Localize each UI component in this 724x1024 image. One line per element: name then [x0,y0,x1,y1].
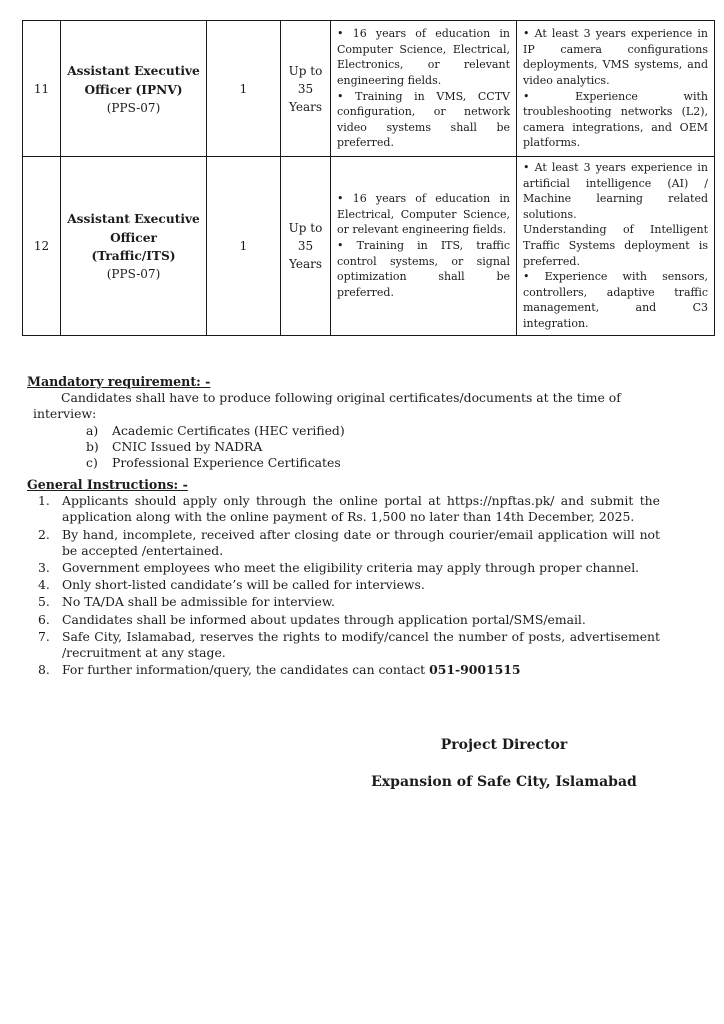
instruction-number: 4. [38,577,50,593]
instruction-text [62,662,660,678]
list-item [86,423,660,439]
instruction-number: 2. [38,526,50,542]
age-cell: Up to 35 Years [281,21,331,157]
instruction-number: 6. [38,611,50,627]
table-row [23,157,715,336]
experience-bullet: • Experience with troubleshooting networks (L2), camera integrations, and OEM platforms. [523,89,708,150]
experience-bullet: • At least 3 years experience in IP camera configurations deployments, VMS systems, and video analytics. [523,27,708,87]
list-marker: a) [86,422,99,438]
instruction-item [27,527,660,559]
education-bullet: • 16 years of education in Computer Science, Electrical, Electronics, or relevant engineering fields. [337,27,510,87]
list-marker: b) [86,438,99,454]
instruction-text: By hand, incomplete, received after closing date or through courier/email application will not be accepted /entertained. [62,526,660,558]
general-instructions-section [27,477,660,679]
instruction-text: No TA/DA shall be admissible for interview. [62,594,335,610]
signatory-organization: Expansion of Safe City, Islamabad [371,774,637,790]
instruction-item [27,493,660,525]
position-cell [61,21,207,157]
education-bullet: • Training in ITS, traffic control systems, or signal optimization shall be preferred. [337,239,510,299]
age-cell: Up to 35 Years [281,157,331,336]
experience-bullet: • At least 3 years experience in artificial intelligence (AI) / Machine learning related solutions. [523,161,708,221]
position-cell [61,157,207,336]
positions-table [22,20,715,336]
mandatory-heading [27,374,660,390]
posts-cell: 1 [207,157,281,336]
mandatory-intro: Candidates shall have to produce following original certificates/documents at the time of interview: [33,390,621,422]
position-title: Assistant Executive Officer (Traffic/ITS) [67,212,200,263]
instruction-text: Only short-listed candidate’s will be called for interviews. [62,577,425,593]
instruction-text: Government employees who meet the eligibility criteria may apply through proper channel. [62,560,640,576]
instruction-text: Applicants should apply only through the online portal at https://npftas.pk/ and submit the application along with the online payment of Rs. 1,500 no later than 14th December, 2025. [62,493,660,525]
instruction-item [27,594,660,610]
experience-bullet: Understanding of Intelligent Traffic Systems deployment is preferred. [523,223,708,268]
general-heading [27,477,660,493]
position-title: Assistant Executive Officer (IPNV) [67,64,200,97]
instruction-number: 1. [38,493,50,509]
instruction-item [27,560,660,576]
list-item [86,439,660,455]
contact-phone-number: 051-9001515 [429,662,521,678]
instruction-item [27,629,660,661]
list-marker: c) [86,455,98,471]
education-cell [331,157,517,336]
instruction-text-prefix: For further information/query, the candidates can contact [62,662,430,678]
education-bullet: • Training in VMS, CCTV configuration, or network video systems shall be preferred. [337,89,510,150]
instruction-text: Candidates shall be informed about updates through application portal/SMS/email. [62,611,586,627]
list-text: Professional Experience Certificates [112,455,341,471]
list-text: CNIC Issued by NADRA [112,438,263,454]
instruction-number: 7. [38,628,50,644]
experience-bullet: • Experience with sensors, controllers, adaptive traffic management, and C3 integration. [523,270,708,331]
list-text: Academic Certificates (HEC verified) [112,422,345,438]
instruction-item [27,577,660,593]
instruction-item [27,612,660,628]
instruction-number: 3. [38,560,50,576]
serial-cell: 12 [23,157,61,336]
table-row [23,21,715,157]
signature-block [330,737,678,790]
posts-cell: 1 [207,21,281,157]
mandatory-section [27,374,660,471]
instruction-number: 8. [38,662,50,678]
education-bullet: • 16 years of education in Electrical, Computer Science, or relevant engineering fields. [337,192,510,237]
instruction-text: Safe City, Islamabad, reserves the rights to modify/cancel the number of posts, advertisement /recruitment at any stage. [62,628,660,661]
instruction-item [27,662,660,678]
education-cell [331,21,517,157]
list-item [86,455,660,471]
signatory-title: Project Director [440,737,568,753]
pay-scale: (PPS-07) [106,267,161,282]
general-heading-text: General Instructions: - [27,477,188,492]
mandatory-heading-text: Mandatory requirement: - [27,374,211,389]
experience-cell [517,157,715,336]
experience-cell [517,21,715,157]
serial-cell: 11 [23,21,61,157]
pay-scale: (PPS-07) [106,100,161,115]
instruction-number: 5. [38,594,50,610]
